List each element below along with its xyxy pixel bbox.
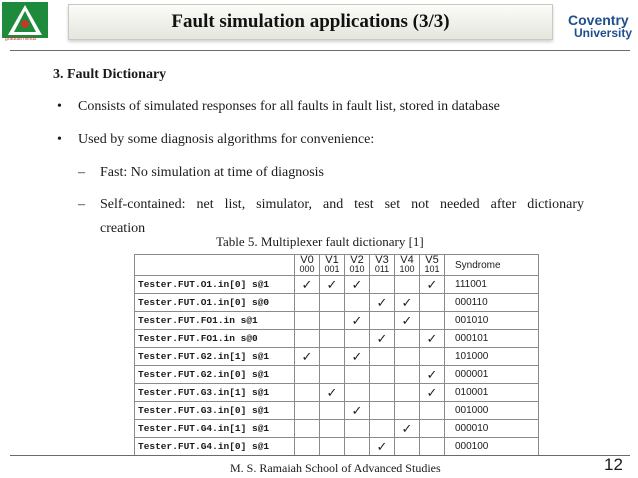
- bullet-marker: •: [57, 132, 62, 147]
- bullet-text-1: Consists of simulated responses for all faults in fault list, stored in database: [78, 99, 500, 114]
- sub-bullet-2-continuation: creation: [100, 221, 146, 236]
- check-mark-icon: ✓: [401, 313, 413, 328]
- syndrome-header: Syndrome: [445, 255, 539, 276]
- check-mark-icon: ✓: [426, 367, 438, 382]
- check-mark-icon: ✓: [426, 385, 438, 400]
- slide-title: Fault simulation applications (3/3): [171, 11, 450, 32]
- coventry-university-logo: [568, 6, 634, 42]
- table-row: [135, 384, 539, 402]
- check-mark-cell: [420, 384, 445, 402]
- vector-code: 001: [324, 264, 340, 274]
- empty-cell: [295, 384, 320, 402]
- syndrome-value: 000100: [445, 438, 539, 456]
- check-mark-icon: ✓: [351, 403, 363, 418]
- vector-header: [320, 255, 345, 276]
- empty-cell: [320, 438, 345, 456]
- check-mark-cell: [420, 330, 445, 348]
- check-mark-icon: ✓: [376, 295, 388, 310]
- vector-header: [420, 255, 445, 276]
- empty-cell: [295, 330, 320, 348]
- empty-cell: [320, 420, 345, 438]
- check-mark-icon: ✓: [326, 385, 338, 400]
- check-mark-icon: ✓: [326, 277, 338, 292]
- title-bar: [68, 4, 553, 40]
- empty-cell: [420, 312, 445, 330]
- table-row: [135, 402, 539, 420]
- empty-cell: [370, 312, 395, 330]
- logo-text-university: University: [574, 26, 633, 40]
- empty-cell: [395, 348, 420, 366]
- bullet-marker: •: [57, 99, 62, 114]
- empty-cell: [345, 420, 370, 438]
- empty-cell: [420, 438, 445, 456]
- empty-cell: [320, 312, 345, 330]
- check-mark-icon: ✓: [401, 421, 413, 436]
- syndrome-value: 000001: [445, 366, 539, 384]
- empty-cell: [345, 294, 370, 312]
- syndrome-value: 001010: [445, 312, 539, 330]
- vector-code: 010: [349, 264, 365, 274]
- sub-bullet-1: Fast: No simulation at time of diagnosis: [100, 165, 324, 180]
- empty-cell: [395, 438, 420, 456]
- check-mark-icon: ✓: [301, 349, 313, 364]
- empty-cell: [420, 420, 445, 438]
- vector-label: V2: [350, 254, 364, 266]
- table-row: [135, 348, 539, 366]
- empty-cell: [395, 384, 420, 402]
- syndrome-value: 000101: [445, 330, 539, 348]
- empty-cell: [420, 294, 445, 312]
- table-header-row: [135, 255, 539, 276]
- check-mark-icon: ✓: [376, 331, 388, 346]
- table-row: [135, 330, 539, 348]
- empty-cell: [295, 420, 320, 438]
- empty-cell: [420, 348, 445, 366]
- table-row: [135, 366, 539, 384]
- check-mark-cell: [345, 276, 370, 294]
- check-mark-cell: [370, 438, 395, 456]
- check-mark-cell: [295, 348, 320, 366]
- check-mark-icon: ✓: [426, 331, 438, 346]
- syndrome-value: 000110: [445, 294, 539, 312]
- check-mark-cell: [320, 276, 345, 294]
- vector-code: 100: [399, 264, 415, 274]
- empty-cell: [320, 402, 345, 420]
- empty-cell: [370, 420, 395, 438]
- header-divider: [10, 50, 630, 51]
- fault-name: Tester.FUT.G2.in[1] s@1: [135, 348, 295, 366]
- fault-name: Tester.FUT.G4.in[1] s@1: [135, 420, 295, 438]
- empty-cell: [295, 294, 320, 312]
- check-mark-icon: ✓: [351, 277, 363, 292]
- logo-text-coventry: Coventry: [568, 12, 629, 28]
- check-mark-icon: ✓: [401, 295, 413, 310]
- empty-cell: [345, 384, 370, 402]
- fault-dictionary: [134, 254, 539, 456]
- vector-header: [345, 255, 370, 276]
- table-caption: Table 5. Multiplexer fault dictionary [1]: [216, 234, 424, 249]
- empty-cell: [345, 438, 370, 456]
- empty-cell: [320, 348, 345, 366]
- slide-header: [0, 0, 638, 44]
- vector-header: [295, 255, 320, 276]
- check-mark-cell: [420, 366, 445, 384]
- check-mark-cell: [395, 294, 420, 312]
- check-mark-cell: [420, 276, 445, 294]
- empty-cell: [395, 366, 420, 384]
- check-mark-icon: ✓: [351, 313, 363, 328]
- fault-name: Tester.FUT.G4.in[0] s@1: [135, 438, 295, 456]
- empty-cell: [295, 402, 320, 420]
- vector-label: V4: [400, 254, 414, 266]
- empty-cell: [370, 384, 395, 402]
- check-mark-cell: [320, 384, 345, 402]
- table-body: [135, 276, 539, 456]
- table-row: [135, 312, 539, 330]
- table-row: [135, 438, 539, 456]
- table-row: [135, 420, 539, 438]
- vector-header: [370, 255, 395, 276]
- check-mark-icon: ✓: [351, 349, 363, 364]
- sub-bullet-2: Self-contained: net list, simulator, and test set not needed after dictionary: [100, 197, 584, 212]
- syndrome-value: 111001: [445, 276, 539, 294]
- fault-name: Tester.FUT.G3.in[0] s@1: [135, 402, 295, 420]
- check-mark-cell: [370, 330, 395, 348]
- page-number: 12: [604, 455, 623, 474]
- empty-cell: [395, 276, 420, 294]
- check-mark-cell: [395, 420, 420, 438]
- check-mark-cell: [370, 294, 395, 312]
- msrsas-logo: [2, 2, 48, 44]
- vector-code: 101: [424, 264, 440, 274]
- empty-cell: [320, 294, 345, 312]
- vector-label: V0: [300, 254, 314, 266]
- vector-label: V5: [425, 254, 439, 266]
- empty-cell: [295, 366, 320, 384]
- empty-cell: [370, 348, 395, 366]
- fault-name: Tester.FUT.FO1.in s@1: [135, 312, 295, 330]
- empty-cell: [320, 366, 345, 384]
- empty-cell: [395, 330, 420, 348]
- vector-label: V1: [325, 254, 339, 266]
- check-mark-cell: [345, 348, 370, 366]
- table-row: [135, 276, 539, 294]
- empty-cell: [370, 276, 395, 294]
- empty-cell: [420, 402, 445, 420]
- empty-cell: [345, 330, 370, 348]
- empty-cell: [295, 438, 320, 456]
- empty-cell: [370, 402, 395, 420]
- logo-caption: gradual minds: [5, 36, 37, 42]
- check-mark-icon: ✓: [426, 277, 438, 292]
- fault-name: Tester.FUT.G2.in[0] s@1: [135, 366, 295, 384]
- check-mark-icon: ✓: [301, 277, 313, 292]
- footer-text: M. S. Ramaiah School of Advanced Studies: [230, 461, 441, 475]
- syndrome-value: 001000: [445, 402, 539, 420]
- syndrome-value: 000010: [445, 420, 539, 438]
- empty-cell: [320, 330, 345, 348]
- check-mark-cell: [395, 312, 420, 330]
- vector-code: 000: [299, 264, 315, 274]
- check-mark-cell: [345, 402, 370, 420]
- dash-marker: –: [78, 197, 85, 212]
- syndrome-value: 101000: [445, 348, 539, 366]
- syndrome-value: 010001: [445, 384, 539, 402]
- check-mark-cell: [345, 312, 370, 330]
- check-mark-cell: [295, 276, 320, 294]
- table-row: [135, 294, 539, 312]
- footer-divider: [10, 455, 630, 456]
- vector-label: V3: [375, 254, 389, 266]
- empty-cell: [370, 366, 395, 384]
- fault-name: Tester.FUT.G3.in[1] s@1: [135, 384, 295, 402]
- empty-cell: [345, 366, 370, 384]
- empty-cell: [295, 312, 320, 330]
- empty-cell: [395, 402, 420, 420]
- vector-header: [395, 255, 420, 276]
- bullet-text-2: Used by some diagnosis algorithms for convenience:: [78, 132, 375, 147]
- fault-dictionary-table: [134, 254, 538, 454]
- vector-code: 011: [374, 264, 390, 274]
- fault-name: Tester.FUT.O1.in[0] s@1: [135, 276, 295, 294]
- fault-name-header: [135, 255, 295, 276]
- check-mark-icon: ✓: [376, 439, 388, 454]
- fault-name: Tester.FUT.FO1.in s@0: [135, 330, 295, 348]
- section-heading: 3. Fault Dictionary: [53, 67, 167, 82]
- dash-marker: –: [78, 165, 85, 180]
- fault-name: Tester.FUT.O1.in[0] s@0: [135, 294, 295, 312]
